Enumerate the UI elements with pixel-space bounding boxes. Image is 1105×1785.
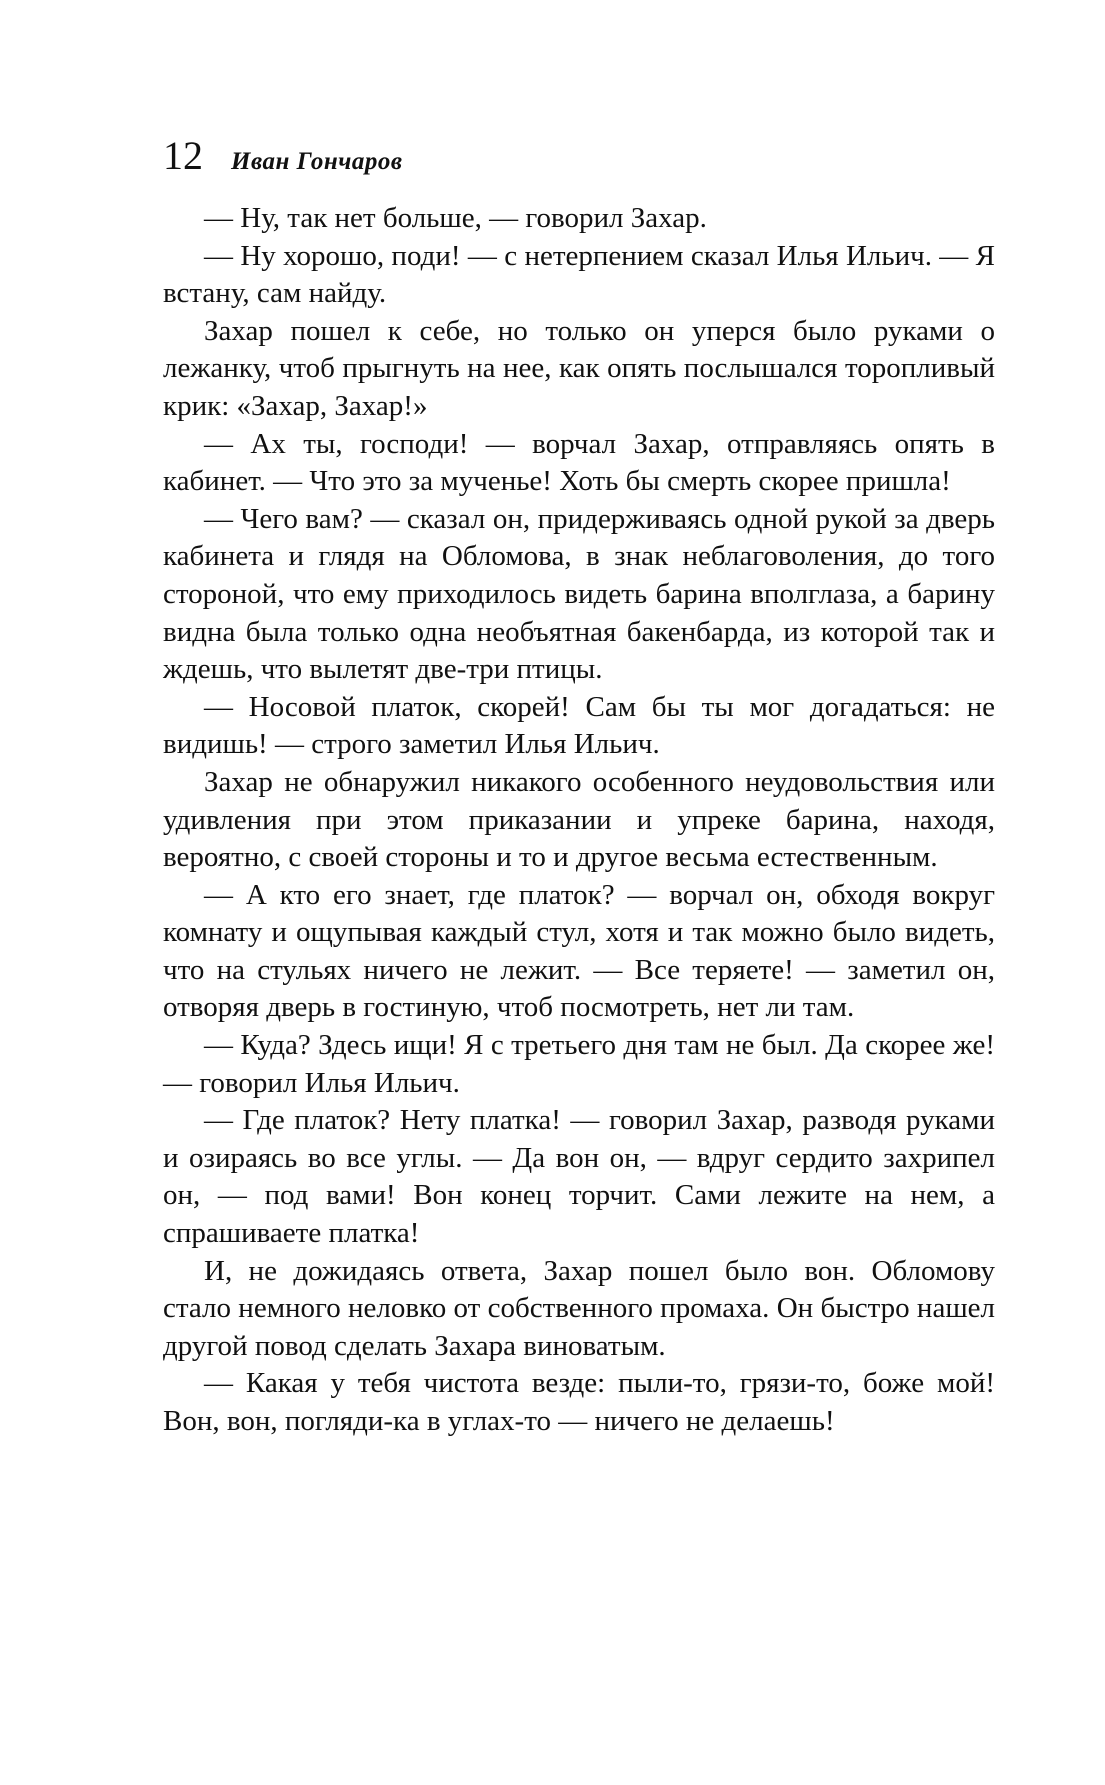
paragraph: Захар не обнаружил никакого особенного неудовольствия или удивления при этом приказании и упреке барина, находя, вероятно, с своей стороны и то и другое весьма естественным. (163, 765, 995, 874)
author-name: Иван Гончаров (231, 148, 403, 175)
page-number: 12 (163, 133, 203, 178)
paragraph: Захар пошел к себе, но только он уперся было руками о лежанку, чтоб прыгнуть на нее, как опять послышался торопливый крик: «Захар, Захар!» (163, 314, 995, 422)
book-page (163, 133, 995, 1441)
paragraph: — Какая у тебя чистота везде: пыли-то, грязи-то, боже мой! Вон, вон, погляди-ка в углах-то — ничего не делаешь! (163, 1367, 995, 1437)
paragraph: — Чего вам? — сказал он, придерживаясь одной рукой за дверь кабинета и глядя на Обломова, в знак неблаговоления, до того стороной, что ему приходилось видеть барина вполглаза, а барину видна была только одна необъятная бакенбарда, из которой так и ждешь, что вылетят две-три птицы. (163, 502, 995, 686)
paragraph: — Ну, так нет больше, — говорил Захар. (204, 202, 707, 234)
body-text (163, 200, 995, 1441)
paragraph: И, не дожидаясь ответа, Захар пошел было вон. Обломову стало немного неловко от собственного промаха. Он быстро нашел другой повод сделать Захара виноватым. (163, 1254, 995, 1362)
paragraph: — Где платок? Нету платка! — говорил Захар, разводя руками и озираясь во все углы. — Да вон он, — вдруг сердито захрипел он, — под вами! Вон конец торчит. Сами лежите на нем, а спрашиваете платка! (163, 1104, 995, 1250)
paragraph: — Носовой платок, скорей! Сам бы ты мог догадаться: не видишь! — строго заметил Илья Ильич. (163, 690, 995, 761)
running-head (163, 133, 995, 192)
paragraph: — Ну хорошо, поди! — с нетерпением сказал Илья Ильич. — Я встану, сам найду. (163, 239, 995, 310)
paragraph: — А кто его знает, где платок? — ворчал он, обходя вокруг комнату и ощупывая каждый стул, хотя и так можно было видеть, что на стульях ничего не лежит. — Все теряете! — заметил он, отворяя дверь в гостиную, чтоб посмотреть, нет ли там. (163, 878, 995, 1024)
paragraph: — Куда? Здесь ищи! Я с третьего дня там не был. Да скорее же! — говорил Илья Ильич. (163, 1029, 995, 1099)
paragraph: — Ах ты, господи! — ворчал Захар, отправляясь опять в кабинет. — Что это за мученье! Хоть бы смерть скорее пришла! (163, 427, 995, 498)
